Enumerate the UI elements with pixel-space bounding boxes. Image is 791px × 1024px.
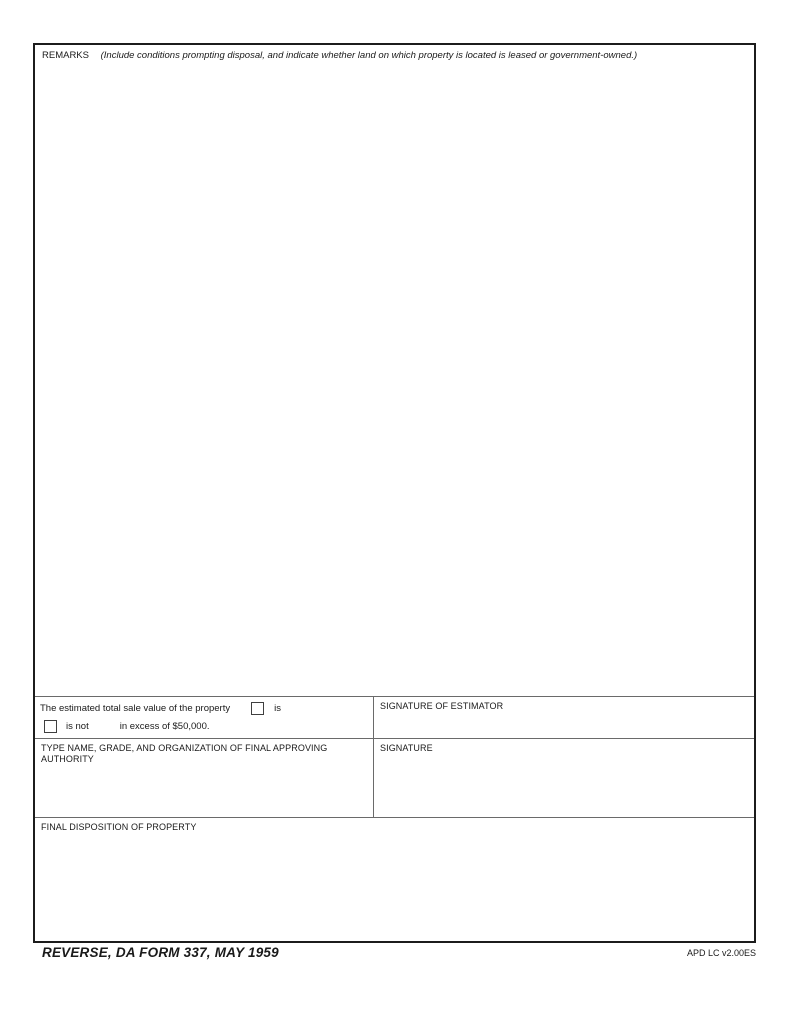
remarks-label: REMARKS bbox=[42, 50, 89, 61]
is-checkbox[interactable] bbox=[251, 702, 264, 715]
approving-authority-label: TYPE NAME, GRADE, AND ORGANIZATION OF FINAL APPROVING AUTHORITY bbox=[41, 743, 328, 764]
remarks-instruction: (Include conditions prompting disposal, and indicate whether land on which property is located is leased or government-owned.) bbox=[100, 50, 638, 61]
is-not-checkbox[interactable] bbox=[44, 720, 57, 733]
remarks-section bbox=[35, 45, 754, 696]
remarks-input-area[interactable] bbox=[42, 62, 747, 662]
sale-value-row bbox=[35, 696, 754, 738]
da-form-337-reverse bbox=[33, 43, 756, 943]
is-label: is bbox=[274, 703, 281, 714]
approving-authority-row bbox=[35, 738, 754, 817]
is-not-label: is not bbox=[66, 721, 89, 732]
form-version-text: APD LC v2.00ES bbox=[686, 948, 756, 958]
signature-cell[interactable] bbox=[374, 739, 754, 817]
sale-value-line1 bbox=[40, 702, 373, 715]
estimator-signature-cell[interactable] bbox=[374, 697, 754, 738]
sale-value-line2 bbox=[44, 720, 373, 733]
form-id-text: REVERSE, DA FORM 337, MAY 1959 bbox=[42, 945, 279, 960]
page-footer bbox=[33, 944, 756, 964]
excess-label: in excess of $50,000. bbox=[119, 721, 210, 732]
approving-authority-cell[interactable] bbox=[35, 739, 374, 817]
signature-label: SIGNATURE bbox=[380, 743, 433, 753]
sale-value-cell bbox=[35, 697, 374, 738]
final-disposition-label: FINAL DISPOSITION OF PROPERTY bbox=[41, 822, 197, 832]
sale-value-statement: The estimated total sale value of the property bbox=[40, 703, 231, 714]
remarks-header bbox=[42, 50, 747, 62]
final-disposition-cell[interactable] bbox=[35, 817, 754, 941]
estimator-signature-label: SIGNATURE OF ESTIMATOR bbox=[380, 701, 504, 711]
